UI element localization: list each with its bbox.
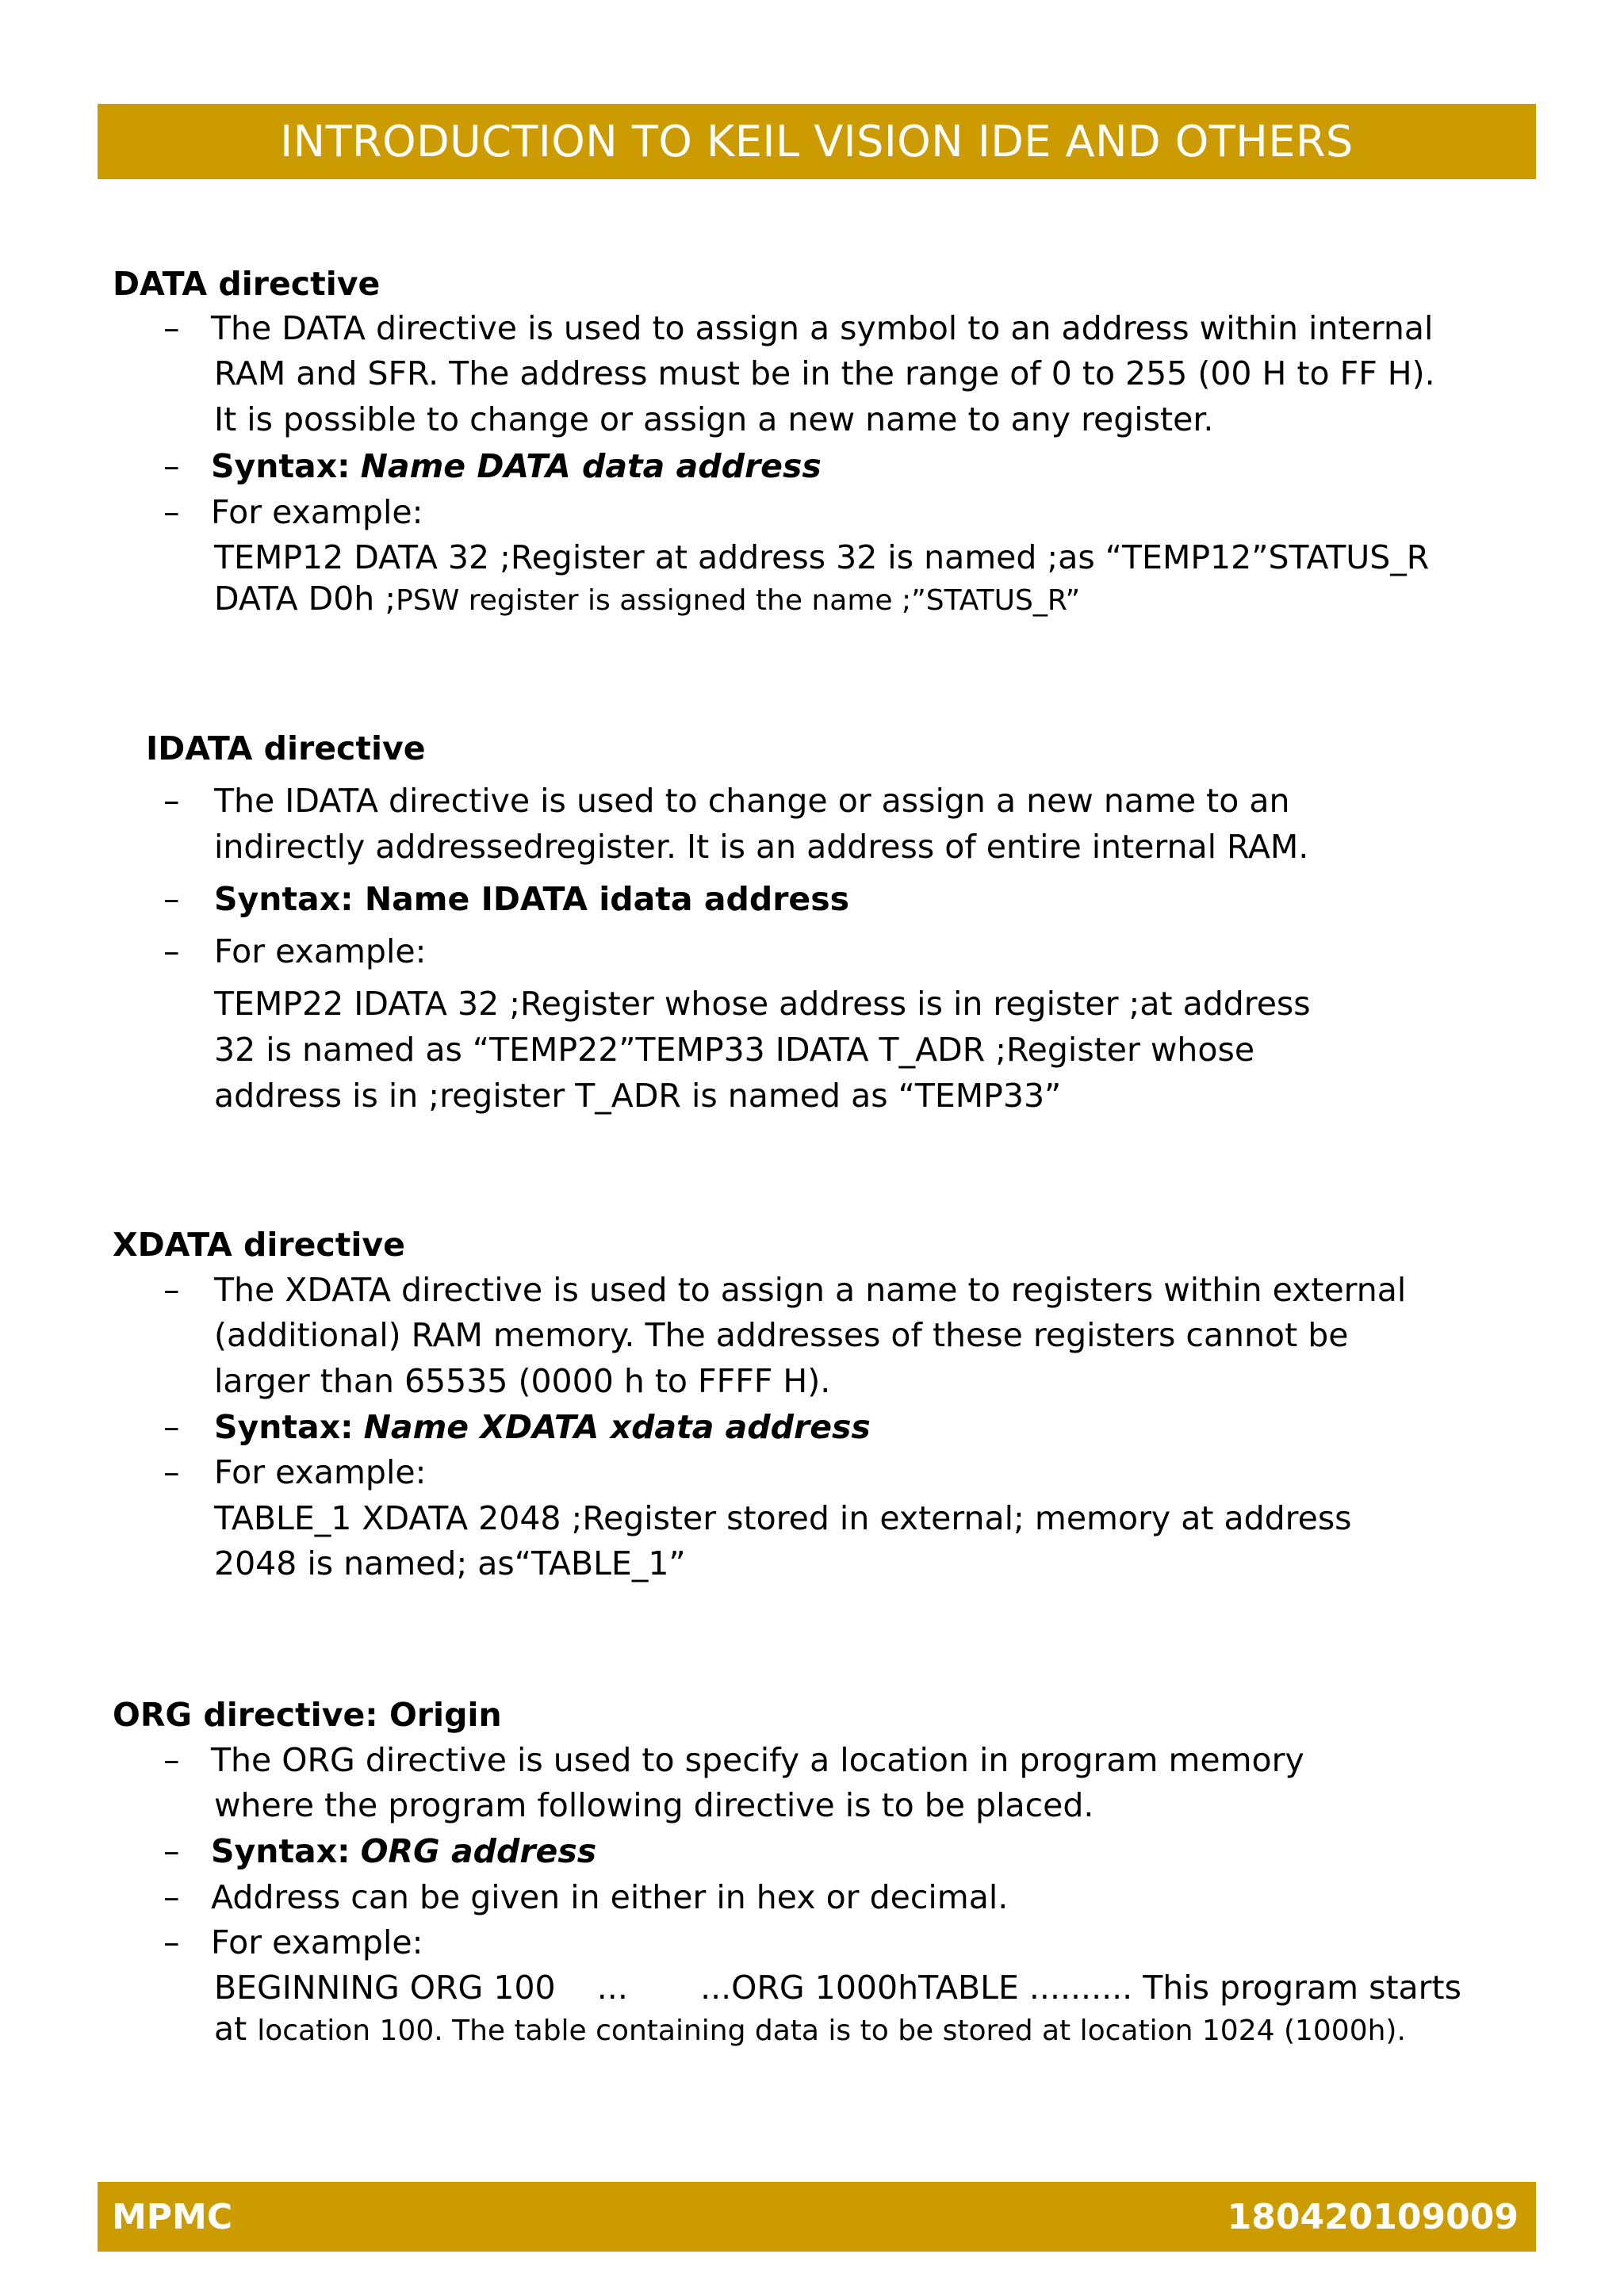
xdata-desc-line-2: (additional) RAM memory. The addresses of these registers cannot be xyxy=(214,1316,1349,1354)
org-address-note: Address can be given in either in hex or decimal. xyxy=(211,1878,1009,1916)
syntax-value: Name XDATA xdata address xyxy=(363,1408,871,1446)
syntax-value: ORG address xyxy=(360,1832,597,1870)
idata-example-label: For example: xyxy=(214,932,427,970)
bullet-dash: – xyxy=(163,1878,180,1916)
page-title-banner xyxy=(98,104,1536,179)
data-desc-line-1: The DATA directive is used to assign a symbol to an address within internal xyxy=(211,309,1434,347)
xdata-desc-line-1: The XDATA directive is used to assign a name to registers within external xyxy=(214,1271,1407,1309)
idata-desc-line-2: indirectly addressedregister. It is an address of entire internal RAM. xyxy=(214,828,1309,866)
bullet-dash: – xyxy=(163,493,180,531)
org-desc-line-1: The ORG directive is used to specify a location in program memory xyxy=(211,1741,1304,1779)
bullet-dash: – xyxy=(163,880,180,918)
page-title: INTRODUCTION TO KEIL VISION IDE AND OTHERS xyxy=(280,117,1354,166)
idata-syntax: Syntax: Name IDATA idata address xyxy=(214,880,850,918)
data-directive-heading: DATA directive xyxy=(113,265,381,303)
bullet-dash: – xyxy=(163,309,180,347)
xdata-example-line-1: TABLE_1 XDATA 2048 ;Register stored in external; memory at address xyxy=(214,1499,1352,1537)
syntax-label: Syntax: xyxy=(211,1832,350,1870)
org-example-label: For example: xyxy=(211,1923,423,1961)
data-example-line-1: TEMP12 DATA 32 ;Register at address 32 is named ;as “TEMP12”STATUS_R xyxy=(214,538,1430,576)
data-example-label: For example: xyxy=(211,493,423,531)
xdata-directive-heading: XDATA directive xyxy=(113,1226,405,1264)
bullet-dash: – xyxy=(163,1408,180,1446)
data-desc-line-3: It is possible to change or assign a new name to any register. xyxy=(214,400,1214,438)
footer-enrollment-number: 180420109009 xyxy=(1227,2196,1519,2237)
bullet-dash: – xyxy=(163,782,180,820)
org-directive-heading: ORG directive: Origin xyxy=(113,1696,502,1734)
org-desc-line-2: where the program following directive is to be placed. xyxy=(214,1786,1094,1824)
page-footer xyxy=(98,2182,1536,2252)
xdata-syntax xyxy=(214,1408,871,1446)
bullet-dash: – xyxy=(163,1832,180,1870)
idata-example-line-1: TEMP22 IDATA 32 ;Register whose address is in register ;at address xyxy=(214,985,1311,1023)
org-example-line-2: at location 100. The table containing data is to be stored at location 1024 (1000h). xyxy=(214,2010,1406,2048)
syntax-label: Syntax: xyxy=(214,1408,354,1446)
xdata-desc-line-3: larger than 65535 (0000 h to FFFF H). xyxy=(214,1362,831,1400)
idata-desc-line-1: The IDATA directive is used to change or assign a new name to an xyxy=(214,782,1290,820)
syntax-label: Syntax: xyxy=(211,447,350,485)
org-example-line-1: BEGINNING ORG 100 ... ...ORG 1000hTABLE .......... This program starts xyxy=(214,1969,1461,2007)
data-syntax xyxy=(211,447,822,485)
data-example-line-2: DATA D0h ;PSW register is assigned the name ;”STATUS_R” xyxy=(214,580,1081,618)
idata-example-line-2: 32 is named as “TEMP22”TEMP33 IDATA T_ADR ;Register whose xyxy=(214,1031,1255,1069)
bullet-dash: – xyxy=(163,1741,180,1779)
org-syntax xyxy=(211,1832,596,1870)
xdata-example-line-2: 2048 is named; as“TABLE_1” xyxy=(214,1544,686,1582)
bullet-dash: – xyxy=(163,932,180,970)
bullet-dash: – xyxy=(163,447,180,485)
footer-course: MPMC xyxy=(112,2196,233,2237)
bullet-dash: – xyxy=(163,1453,180,1491)
idata-directive-heading: IDATA directive xyxy=(146,729,426,767)
bullet-dash: – xyxy=(163,1271,180,1309)
syntax-value: Name DATA data address xyxy=(360,447,822,485)
idata-example-line-3: address is in ;register T_ADR is named as “TEMP33” xyxy=(214,1077,1062,1115)
data-desc-line-2: RAM and SFR. The address must be in the range of 0 to 255 (00 H to FF H). xyxy=(214,354,1435,392)
xdata-example-label: For example: xyxy=(214,1453,427,1491)
bullet-dash: – xyxy=(163,1923,180,1961)
